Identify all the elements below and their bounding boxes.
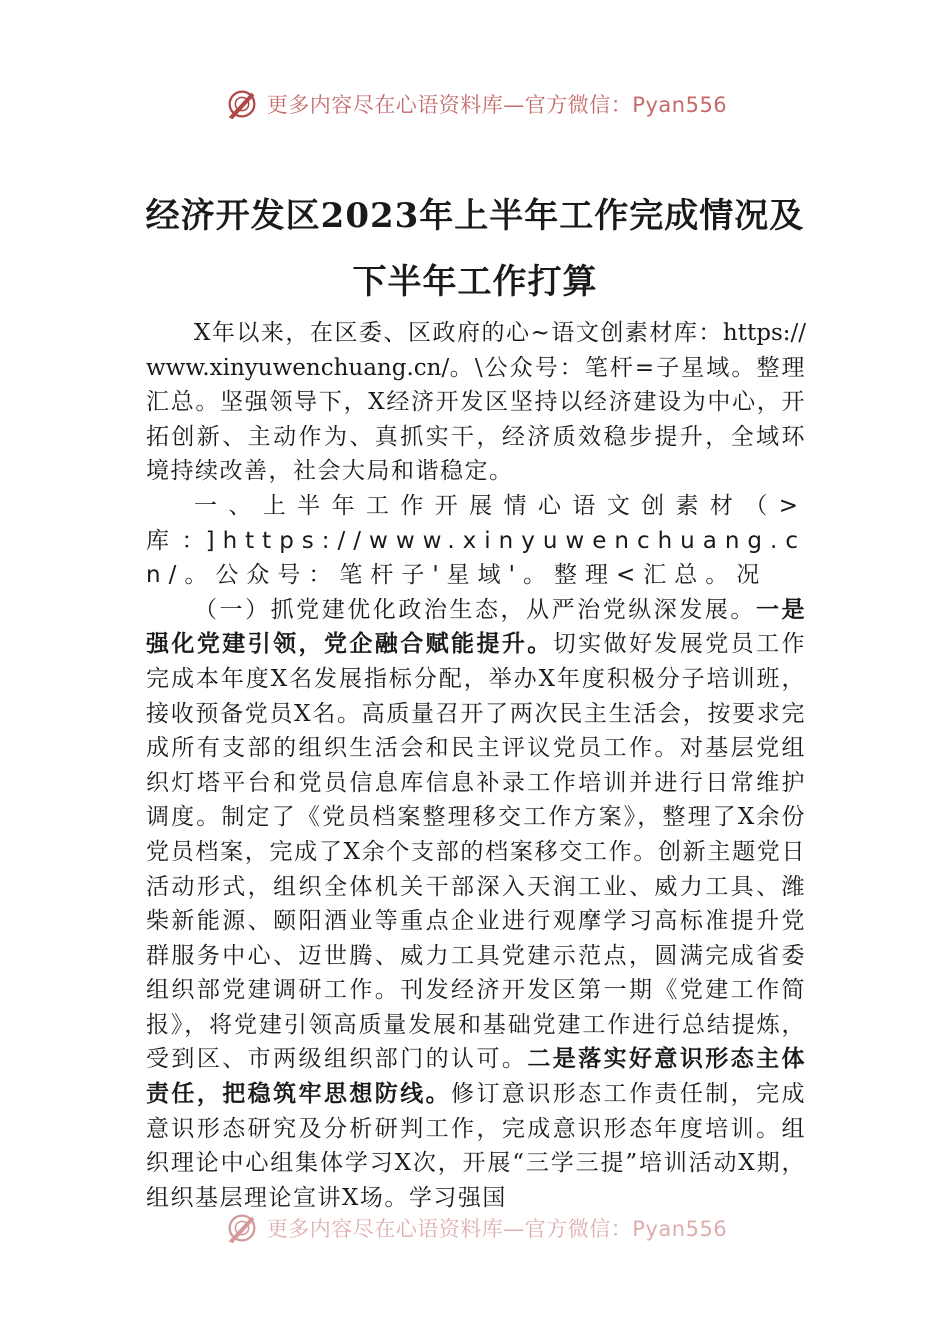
intro-paragraph <box>146 316 806 489</box>
section-heading-1: 一、上半年工作开展情心语文创素材（>库：]https://www.xinyuwenchuang.cn/。公众号：笔杆子'星域'。整理<汇总。况 <box>146 492 806 589</box>
watermark-footer <box>0 1208 950 1248</box>
quill-seal-icon <box>223 85 261 123</box>
para1-text1: 切实做好发展党员工作完成本年度X名发展指标分配，举办X年度积极分子培训班，接收预备党员X名。高质量召开了两次民主生活会，按要求完成所有支部的组织生活会和民主评议党员工作。对基层党组织灯塔平台和党员信息库信息补录工作培训并进行日常维护调度。制定了《党员档案整理移交工作方案》，整理了X余份党员档案，完成了X余个支部的档案移交工作。创新主题党日活动形式，组织全体机关干部深入天润工业、威力工具、潍柴新能源、颐阳酒业等重点企业进行观摩学习高标准提升党群服务中心、迈世腾、威力工具党建示范点，圆满完成省委组织部党建调研工作。刊发经济开发区第一期《党建工作简报》，将党建引领高质量发展和基础党建工作进行总结提炼，受到区、市两级组织部门的认可。 <box>146 631 807 1073</box>
intro-line2-rest: 。\公众号：笔杆=子星域。 <box>449 354 757 381</box>
para1-lead: （一）抓党建优化政治生态，从严治党纵深发展。 <box>194 596 756 623</box>
document-title-line2: 下半年工作打算 <box>352 262 598 302</box>
para1-bold-point1: 一是强化党建引领，党企融合赋能提升。 <box>146 595 807 658</box>
quill-seal-icon <box>223 1209 261 1247</box>
intro-rest: 整理汇总。坚强领导下，X经济开发区坚持以经济建设为中心，开拓创新、主动作为、真抓实干，经济质效稳步提升，全域环境持续改善，社会大局和谐稳定。 <box>146 354 807 485</box>
para1-text2: 修订意识形态工作责任制，完成意识形态研究及分析研判工作，完成意识形态年度培训。组织理论中心组集体学习X次，开展“三学三提”培训活动X期，组织基层理论宣讲X场。学习强国 <box>146 1081 807 1211</box>
document-title-line1: 经济开发区2023年上半年工作完成情况及 <box>145 196 805 236</box>
intro-url: https://www.xinyuwenchuang.cn/ <box>146 320 806 381</box>
intro-line1: X年以来，在区委、区政府的心~语文创素材库： <box>194 320 723 346</box>
watermark-header <box>0 84 950 124</box>
paragraph-party-building <box>146 593 806 1216</box>
watermark-text: 更多内容尽在心语资料库—官方微信：Pyan556 <box>266 1217 728 1241</box>
watermark-text: 更多内容尽在心语资料库—官方微信：Pyan556 <box>266 93 728 117</box>
para1-bold-point2: 二是落实好意识形态主体责任，把稳筑牢思想防线。 <box>146 1045 807 1108</box>
document-body <box>146 316 806 1215</box>
